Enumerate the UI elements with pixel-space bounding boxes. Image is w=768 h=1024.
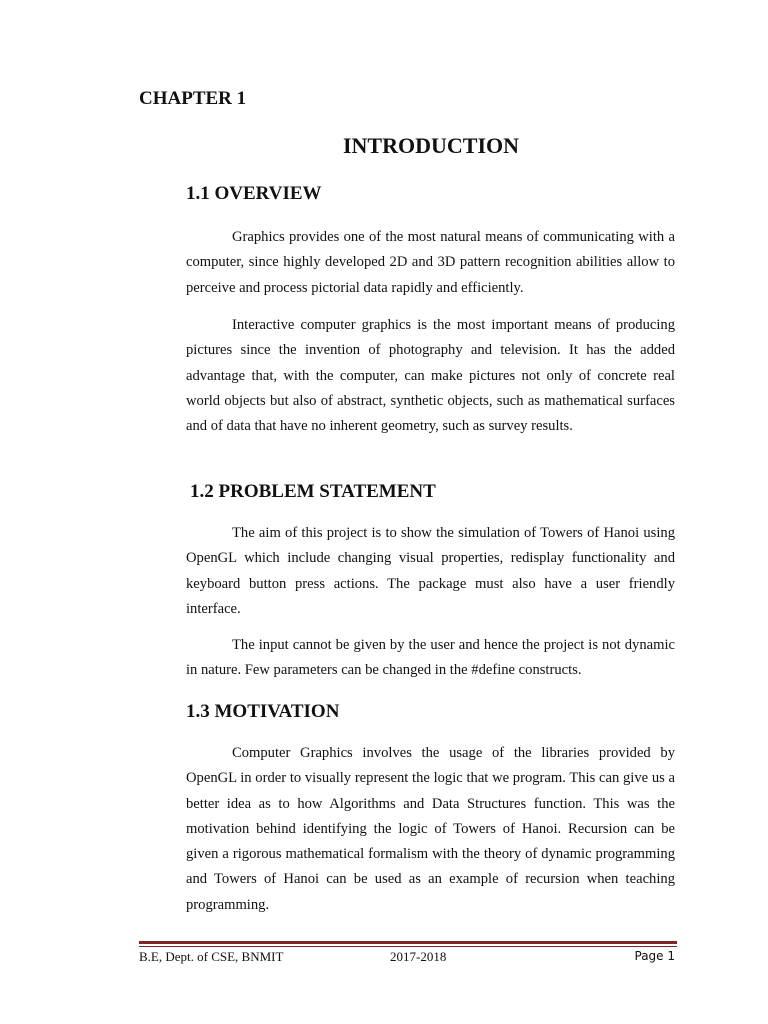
paragraph-overview-1: Graphics provides one of the most natural means of communicating with a computer, since highly developed 2D and 3D pattern recognition abilities allow to perceive and process pictorial data rapidly and efficiently. xyxy=(186,229,675,296)
paragraph-motivation-1: Computer Graphics involves the usage of the libraries provided by OpenGL in order to visually represent the logic that we program. This can give us a better idea as to how Algorithms and Data Structures function. This was the motivation behind identifying the logic of Towers of Hanoi. Recursion can be given a rigorous mathematical formalism with the theory of dynamic programming and Towers of Hanoi can be used as an example of recursion when teaching programming. xyxy=(186,745,675,913)
footer-department: B.E, Dept. of CSE, BNMIT xyxy=(139,949,284,964)
paragraph-problem-1: The aim of this project is to show the simulation of Towers of Hanoi using OpenGL which include changing visual properties, redisplay functionality and keyboard button press actions. The package must also have a user friendly interface. xyxy=(186,525,675,617)
footer-year: 2017-2018 xyxy=(390,949,447,964)
section-heading-problem-statement: 1.2 PROBLEM STATEMENT xyxy=(190,481,436,502)
chapter-title: INTRODUCTION xyxy=(342,133,520,158)
section-heading-motivation: 1.3 MOTIVATION xyxy=(186,701,340,722)
section-heading-overview: 1.1 OVERVIEW xyxy=(186,183,322,204)
paragraph-problem-2: The input cannot be given by the user and hence the project is not dynamic in nature. Few parameters can be changed in the #define constructs. xyxy=(186,637,675,679)
footer-page-number: Page 1 xyxy=(634,949,675,963)
footer-rule-thin xyxy=(139,946,677,947)
chapter-label: CHAPTER 1 xyxy=(139,88,247,109)
footer-rule-thick xyxy=(139,941,677,944)
paragraph-overview-2: Interactive computer graphics is the most important means of producing pictures since the invention of photography and television. It has the added advantage that, with the computer, can make pictures not only of concrete real world objects but also of abstract, synthetic objects, such as mathematical surfaces and of data that have no inherent geometry, such as survey results. xyxy=(186,317,675,435)
